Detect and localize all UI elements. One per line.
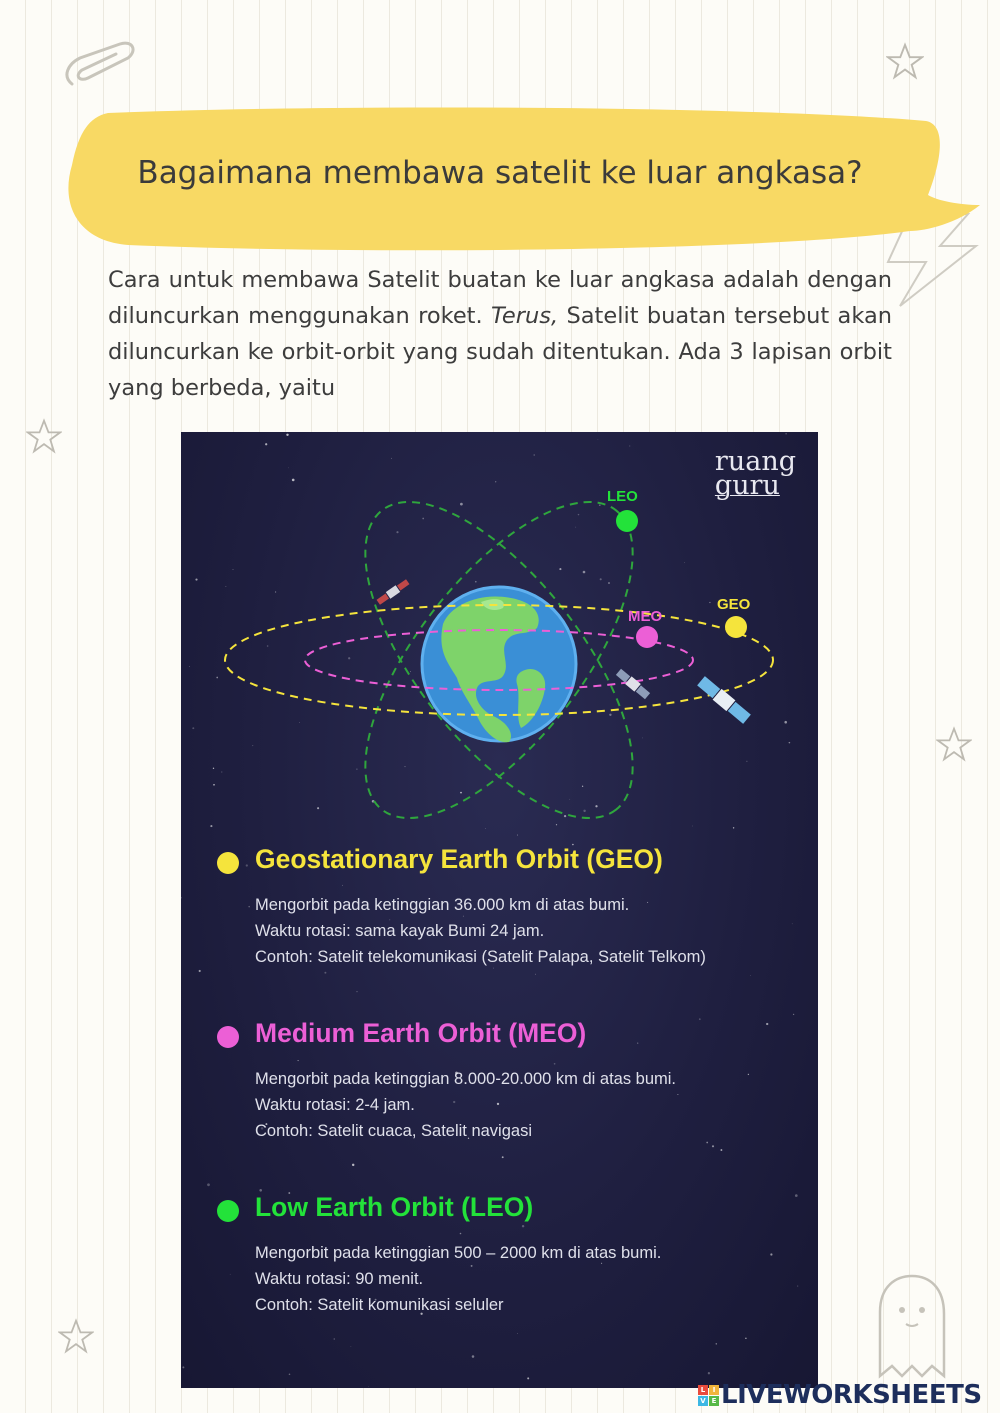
star-dot bbox=[750, 975, 751, 976]
intro-text-1: Cara untuk membawa Satelit buatan ke luar angkasa adalah dengan diluncurkan menggunakan roket. bbox=[108, 267, 892, 329]
meo-line-1: Mengorbit pada ketinggian 8.000-20.000 km di atas bumi. bbox=[255, 1070, 677, 1088]
meo-bullet bbox=[217, 1026, 239, 1048]
intro-text-italic: Terus, bbox=[490, 303, 559, 329]
logo-line-1: ruang bbox=[714, 446, 796, 477]
logo-line-2: guru bbox=[714, 470, 780, 501]
star-dot bbox=[352, 1164, 354, 1166]
intro-text-2: Satelit buatan tersebut akan diluncurkan ke orbit-orbit yang sudah ditentukan. Ada 3 lapisan orbit yang berbeda, yaitu bbox=[108, 303, 893, 401]
star-dot bbox=[720, 1149, 722, 1151]
star-dot bbox=[181, 897, 182, 899]
geo-section bbox=[217, 844, 797, 974]
star-dot bbox=[527, 1377, 529, 1379]
leo-section bbox=[217, 1192, 797, 1322]
star-dot bbox=[207, 1183, 210, 1186]
star-dot bbox=[199, 970, 201, 972]
geo-bullet bbox=[217, 852, 239, 874]
geo-line-2: Waktu rotasi: sama kayak Bumi 24 jam. bbox=[255, 922, 545, 940]
geo-label: GEO bbox=[717, 596, 751, 613]
geo-satellite-dot bbox=[725, 616, 747, 638]
star-dot bbox=[716, 1343, 717, 1344]
star-dot bbox=[182, 1366, 184, 1368]
liveworksheets-mark-icon: L I V E bbox=[698, 1385, 719, 1406]
meo-line-2: Waktu rotasi: 2-4 jam. bbox=[255, 1096, 415, 1114]
leo-line-3: Contoh: Satelit komunikasi seluler bbox=[255, 1296, 504, 1314]
star-doodle-icon bbox=[26, 418, 62, 454]
star-dot bbox=[357, 991, 358, 992]
leo-label: LEO bbox=[607, 488, 638, 505]
star-dot bbox=[797, 1286, 798, 1287]
star-dot bbox=[368, 1386, 369, 1387]
satellite-icon bbox=[615, 668, 651, 700]
leo-bullet bbox=[217, 1200, 239, 1222]
leo-heading: Low Earth Orbit (LEO) bbox=[255, 1192, 534, 1222]
leo-line-2: Waktu rotasi: 90 menit. bbox=[255, 1270, 424, 1288]
star-dot bbox=[793, 1014, 794, 1015]
intro-paragraph bbox=[108, 262, 892, 406]
star-dot bbox=[708, 1372, 710, 1374]
orbit-infographic bbox=[181, 432, 818, 1388]
leo-satellite-dot bbox=[616, 510, 638, 532]
meo-label: MEO bbox=[628, 608, 663, 625]
meo-line-3: Contoh: Satelit cuaca, Satelit navigasi bbox=[255, 1122, 532, 1140]
liveworksheets-logo[interactable] bbox=[698, 1380, 982, 1410]
geo-heading: Geostationary Earth Orbit (GEO) bbox=[255, 844, 663, 874]
orbit-diagram bbox=[181, 432, 818, 832]
ghost-doodle-icon bbox=[866, 1270, 956, 1380]
star-doodle-icon bbox=[936, 726, 972, 762]
star-dot bbox=[289, 1374, 291, 1376]
star-dot bbox=[745, 1338, 746, 1339]
star-doodle-icon bbox=[886, 42, 924, 80]
leo-line-1: Mengorbit pada ketinggian 500 – 2000 km di atas bumi. bbox=[255, 1244, 662, 1262]
star-dot bbox=[351, 1346, 352, 1347]
meo-section bbox=[217, 1018, 797, 1148]
paperclip-icon bbox=[58, 38, 138, 96]
earth-icon bbox=[422, 587, 576, 742]
meo-heading: Medium Earth Orbit (MEO) bbox=[255, 1018, 587, 1048]
page-title: Bagaimana membawa satelit ke luar angkasa? bbox=[137, 155, 863, 191]
meo-satellite-dot bbox=[636, 626, 658, 648]
satellite-icon bbox=[697, 675, 752, 724]
star-dot bbox=[517, 1333, 518, 1334]
star-dot bbox=[517, 835, 518, 836]
liveworksheets-brand: LIVEWORKSHEETS bbox=[721, 1380, 982, 1410]
geo-line-3: Contoh: Satelit telekomunikasi (Satelit Palapa, Satelit Telkom) bbox=[255, 948, 706, 966]
star-dot bbox=[502, 1156, 504, 1158]
satellite-icon bbox=[376, 578, 410, 605]
star-doodle-icon bbox=[58, 1318, 94, 1354]
geo-line-1: Mengorbit pada ketinggian 36.000 km di atas bumi. bbox=[255, 896, 630, 914]
star-dot bbox=[334, 1338, 335, 1339]
star-dot bbox=[472, 1355, 475, 1358]
